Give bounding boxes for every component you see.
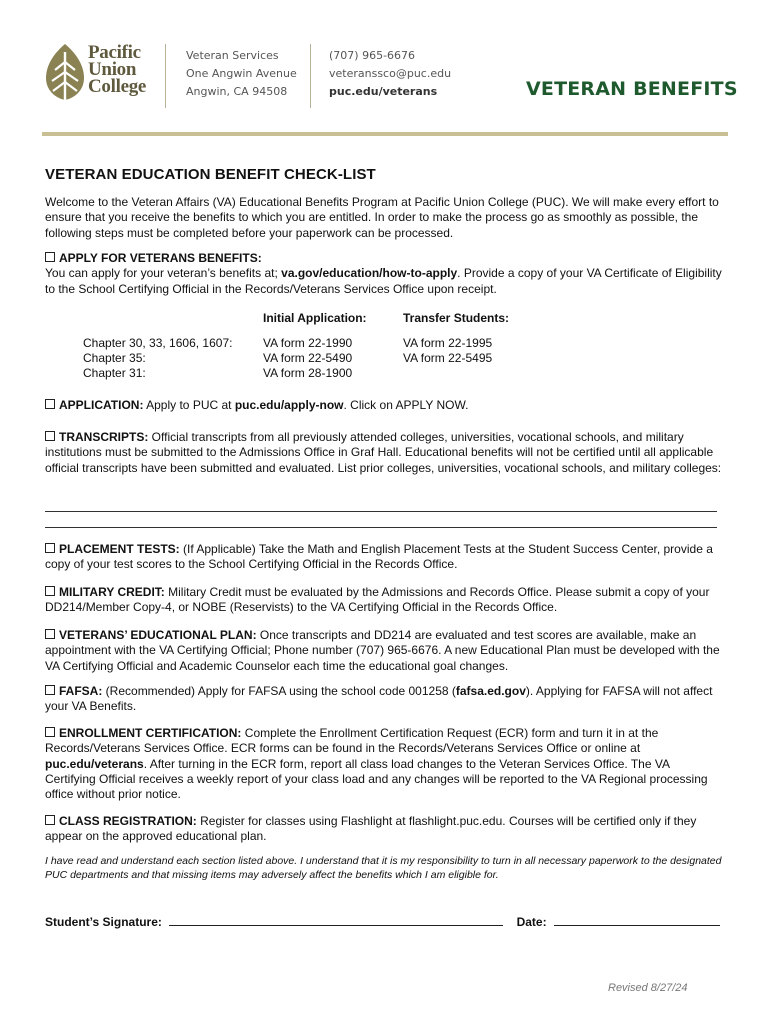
letterhead-divider	[310, 44, 311, 108]
veteran-benefits-banner: VETERAN BENEFITS	[526, 78, 738, 100]
transcripts-heading: TRANSCRIPTS:	[59, 430, 149, 444]
placement-text: (If Applicable) Take the Math and English Placement Tests at the Student Success Center, provide a copy of your test scores to the School Certifying Official in the Records Office.	[45, 542, 713, 572]
fafsa-heading: FAFSA:	[59, 684, 103, 698]
fafsa-section	[45, 684, 723, 715]
transfer-column	[403, 336, 492, 366]
checkbox[interactable]	[45, 586, 55, 596]
date-field[interactable]	[554, 915, 720, 926]
checkbox[interactable]	[45, 543, 55, 553]
va-apply-link[interactable]: va.gov/education/how-to-apply	[281, 266, 458, 281]
college-name-logo	[88, 44, 146, 95]
table-cell: Chapter 30, 33, 1606, 1607:	[83, 336, 233, 350]
pacific-union-college-leaf-logo	[44, 42, 86, 102]
apply-text: You can apply for your veteran’s benefits at;	[45, 266, 282, 281]
registration-heading: CLASS REGISTRATION:	[59, 814, 197, 828]
table-cell: VA form 22-5495	[403, 351, 493, 365]
military-credit-section	[45, 585, 723, 616]
address-line-city: Angwin, CA 94508	[186, 85, 288, 98]
apply-text-2: . Provide a copy of your VA Certificate of Eligibility to the School Certifying Official in the Records/Veterans Services Office upon receipt.	[45, 266, 722, 296]
revised-date: Revised 8/27/24	[608, 982, 688, 994]
chapter-column	[83, 336, 232, 381]
address-block	[186, 47, 297, 101]
contact-phone: (707) 965-6676	[329, 49, 416, 62]
contact-email[interactable]: veteranssco@puc.edu	[329, 67, 452, 80]
page-title: VETERAN EDUCATION BENEFIT CHECK-LIST	[45, 166, 376, 183]
fafsa-link[interactable]: fafsa.ed.gov	[455, 684, 526, 698]
enrollment-heading: ENROLLMENT CERTIFICATION:	[59, 726, 242, 740]
plan-heading: VETERANS’ EDUCATIONAL PLAN:	[59, 628, 257, 642]
table-cell: Chapter 31:	[83, 366, 146, 380]
address-line-office: Veteran Services	[186, 49, 279, 62]
logo-line-pacific: Pacific	[88, 42, 141, 63]
prior-colleges-line-1[interactable]	[45, 511, 717, 513]
checkbox[interactable]	[45, 399, 55, 409]
prior-colleges-line-2[interactable]	[45, 527, 717, 529]
fafsa-text-2: ). Applying for FAFSA will not affect your VA Benefits.	[45, 684, 713, 714]
checkbox[interactable]	[45, 629, 55, 639]
apply-heading: APPLY FOR VETERANS BENEFITS:	[59, 251, 262, 265]
table-cell: VA form 22-1990	[263, 336, 353, 350]
military-text: Military Credit must be evaluated by the Admissions and Records Office. Please submit a copy of your DD214/Member Copy-4, or NOBE (Reservists) to the VA Certifying Official in the Records Office.	[45, 585, 710, 615]
initial-column	[263, 336, 352, 381]
contact-website[interactable]: puc.edu/veterans	[329, 85, 438, 98]
address-line-street: One Angwin Avenue	[186, 67, 297, 80]
signature-row	[45, 915, 723, 930]
placement-section	[45, 542, 723, 573]
enrollment-certification-section	[45, 726, 723, 802]
logo-line-college: College	[88, 76, 147, 97]
table-cell: VA form 22-1995	[403, 336, 493, 350]
col-header-transfer: Transfer Students:	[403, 311, 510, 325]
registration-text: Register for classes using Flashlight at flashlight.puc.edu. Courses will be certified only if they appear on the approved educational plan.	[45, 814, 697, 844]
checkbox[interactable]	[45, 431, 55, 441]
checkbox[interactable]	[45, 815, 55, 825]
application-section	[45, 398, 723, 413]
header-rule	[42, 132, 728, 136]
intro-paragraph: Welcome to the Veteran Affairs (VA) Educational Benefits Program at Pacific Union College (PUC). We will make every effort to ensure that you receive the benefits to which you are entitled. In order to make the process go as smoothly as possible, the following steps must be completed before your paperwork can be processed.	[45, 195, 719, 240]
transcripts-section	[45, 430, 723, 476]
apply-section	[45, 251, 723, 297]
application-text-2: . Click on APPLY NOW.	[343, 398, 469, 412]
signature-field[interactable]	[169, 915, 503, 926]
signature-label: Student’s Signature:	[45, 915, 162, 929]
checkbox[interactable]	[45, 727, 55, 737]
apply-now-link[interactable]: puc.edu/apply-now	[234, 398, 344, 412]
enrollment-text-2: . After turning in the ECR form, report all class load changes to the Veteran Services Office. The VA Certifying Official receives a weekly report of your class load and any changes will be reported to the VA Regional processing office without prior notice.	[45, 756, 708, 802]
date-label: Date:	[516, 915, 547, 929]
fafsa-text: (Recommended) Apply for FAFSA using the school code 001258 (	[102, 684, 456, 698]
military-heading: MILITARY CREDIT:	[59, 585, 165, 599]
application-heading: APPLICATION:	[59, 398, 144, 412]
educational-plan-section	[45, 628, 723, 674]
logo-line-union: Union	[88, 59, 137, 80]
letterhead-divider	[165, 44, 166, 108]
table-cell: VA form 22-5490	[263, 351, 353, 365]
enrollment-text: Complete the Enrollment Certification Request (ECR) form and turn it in at the Records/Veterans Services Office. ECR forms can be found in the Records/Veterans Services Office or online at	[45, 726, 659, 756]
transcripts-text: Official transcripts from all previously attended colleges, universities, vocational schools, and military institutions must be submitted to the Admissions Office in Graf Hall. Educational benefits will not be certified until all applicable official transcripts have been submitted and evaluated. List prior colleges, universities, vocational schools, and military colleges:	[45, 430, 722, 475]
placement-heading: PLACEMENT TESTS:	[59, 542, 180, 556]
table-cell: Chapter 35:	[83, 351, 146, 365]
table-cell: VA form 28-1900	[263, 366, 353, 380]
application-text: Apply to PUC at	[143, 398, 235, 412]
class-registration-section	[45, 814, 723, 845]
veterans-link[interactable]: puc.edu/veterans	[45, 756, 144, 771]
contact-block	[329, 47, 451, 101]
checkbox[interactable]	[45, 685, 55, 695]
acknowledgement-text: I have read and understand each section listed above. I understand that it is my responsibility to turn in all necessary paperwork to the designated PUC departments and that missing items may adversely affect the benefits which I am eligible for.	[45, 855, 722, 881]
col-header-initial: Initial Application:	[263, 311, 367, 325]
plan-text: Once transcripts and DD214 are evaluated and test scores are available, make an appointment with the VA Certifying Official; Phone number (707) 965-6676. A new Educational Plan must be developed with the VA Certifying Official and Academic Counselor each time the educational goal changes.	[45, 628, 720, 673]
checkbox[interactable]	[45, 252, 55, 262]
